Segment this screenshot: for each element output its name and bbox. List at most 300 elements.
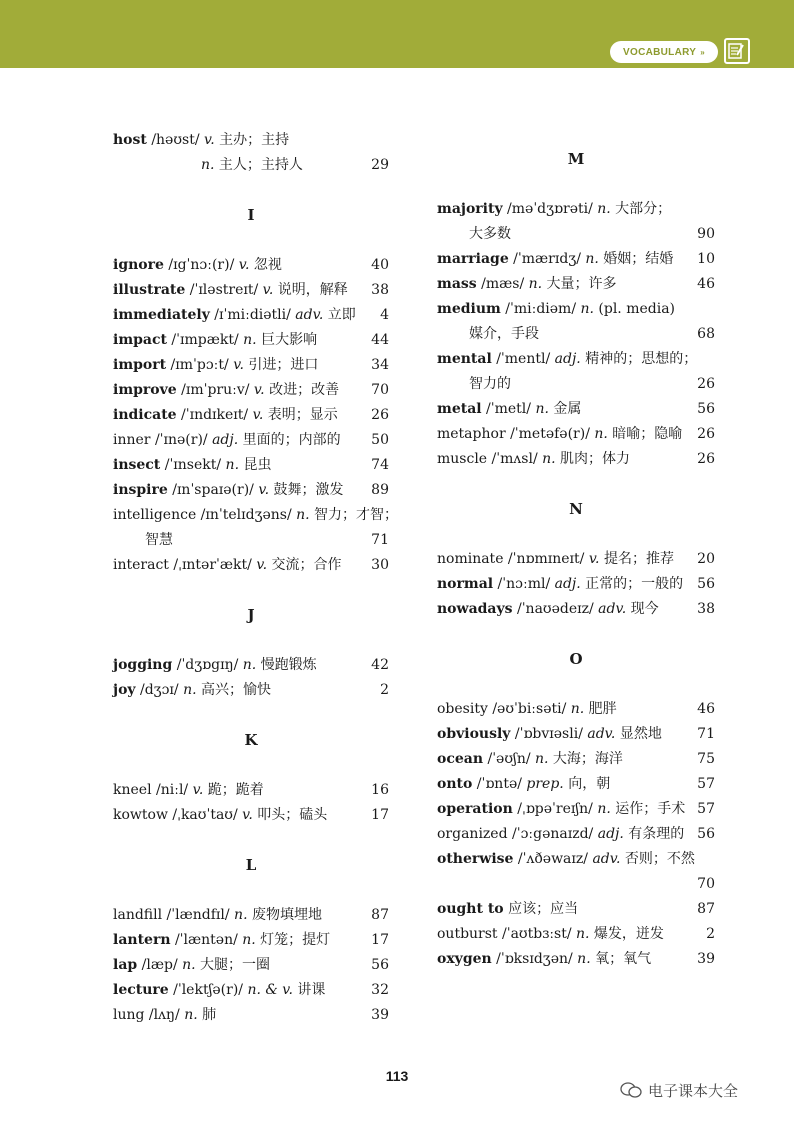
phonetic: /ˌɒpəˈreɪʃn/: [512, 801, 598, 817]
definition: 讲课: [292, 982, 326, 998]
phonetic: /ˈnɒmɪneɪt/: [503, 551, 589, 567]
page-ref: 16: [371, 782, 389, 798]
part-of-speech: n.: [201, 157, 215, 173]
part-of-speech: v.: [204, 132, 215, 148]
vocabulary-label: VOCABULARY: [623, 46, 697, 58]
page-ref: 42: [371, 657, 389, 673]
vocab-entry: [113, 503, 399, 553]
entry-line: [113, 978, 389, 1003]
headword: immediately: [113, 307, 210, 323]
watermark: [620, 1078, 738, 1102]
part-of-speech: n.: [535, 401, 549, 417]
headword: ignore: [113, 257, 164, 273]
phonetic: /həʊst/: [146, 132, 205, 148]
page-ref: 70: [697, 876, 715, 892]
part-of-speech: adj.: [212, 432, 239, 448]
entry-line: [437, 422, 715, 447]
headword: nowadays: [437, 601, 513, 617]
page-ref: 39: [697, 951, 715, 967]
page-ref: 57: [697, 776, 715, 792]
page-ref: 70: [371, 382, 389, 398]
page-ref: 56: [697, 826, 715, 842]
spacer: [437, 522, 715, 547]
headword: medium: [437, 301, 501, 317]
entry-line: [113, 903, 389, 928]
entry-line: [437, 772, 715, 797]
definition: 肌肉；体力: [555, 451, 631, 467]
page-ref: 56: [697, 401, 715, 417]
entry-line: [437, 372, 715, 397]
vocab-entry: [113, 678, 389, 703]
entry-line: [113, 778, 389, 803]
phonetic: /ɪmˈpruːv/: [176, 382, 254, 398]
entry-line: [437, 247, 715, 272]
vocab-entry: [437, 272, 715, 297]
entry-line: [437, 872, 715, 897]
phonetic: /ˈmetl/: [481, 401, 536, 417]
part-of-speech: n.: [182, 957, 196, 973]
page-ref: 39: [371, 1007, 389, 1023]
entry-line: [113, 403, 389, 428]
phonetic: /lʌŋ/: [144, 1007, 185, 1023]
definition: (pl. media): [593, 301, 676, 317]
page-ref: 32: [371, 982, 389, 998]
page-ref: 90: [697, 226, 715, 242]
phonetic: /ˈɒbvɪəsli/: [510, 726, 588, 742]
spacer: [437, 672, 715, 697]
vocab-entry: [113, 253, 389, 278]
part-of-speech: n.: [528, 276, 543, 292]
definition: 里面的；内部的: [238, 432, 341, 448]
entry-line: [113, 253, 389, 278]
vocab-entry: [113, 953, 389, 978]
page-ref: 71: [697, 726, 715, 742]
page-ref: 4: [380, 307, 389, 323]
vocab-entry: [437, 922, 715, 947]
right-column: [437, 147, 715, 972]
phonetic: /ˈmetəfə(r)/: [505, 426, 595, 442]
vocab-entry: [113, 928, 389, 953]
entry-line: [113, 528, 389, 553]
vocab-entry: [113, 803, 389, 828]
headword: illustrate: [113, 282, 186, 298]
part-of-speech: n.: [577, 951, 591, 967]
headword: indicate: [113, 407, 177, 423]
headword: metaphor: [437, 426, 506, 442]
headword: operation: [437, 801, 513, 817]
phonetic: /ˈdʒɒgɪŋ/: [172, 657, 243, 673]
headword: impact: [113, 332, 167, 348]
entry-line: [113, 128, 389, 153]
headword: insect: [113, 457, 161, 473]
vocab-entry: [113, 453, 389, 478]
vocab-entry: [437, 447, 715, 472]
part-of-speech: n.: [243, 332, 257, 348]
phonetic: /ˈlæntən/: [170, 932, 243, 948]
vocabulary-tag: [610, 41, 718, 63]
vocab-entry: [113, 903, 389, 928]
headword: lung: [113, 1007, 145, 1023]
part-of-speech: n.: [585, 251, 599, 267]
phonetic: /ˌɪntərˈækt/: [168, 557, 257, 573]
vocab-entry: [437, 722, 715, 747]
definition: 否则；不然: [620, 851, 695, 867]
vocab-entry: [437, 297, 715, 347]
part-of-speech: adj.: [597, 826, 624, 842]
part-of-speech: n.: [594, 426, 608, 442]
definition: 爆发，迸发: [589, 926, 664, 942]
headword: muscle: [437, 451, 488, 467]
part-of-speech: v.: [192, 782, 204, 798]
phonetic: /ˈɪmpækt/: [166, 332, 244, 348]
spacer: [113, 878, 389, 903]
page-number: 113: [385, 1068, 409, 1084]
phonetic: /ˈɒntə/: [472, 776, 527, 792]
spacer: [437, 622, 715, 647]
definition: 巨大影响: [256, 332, 318, 348]
headword: intelligence: [113, 507, 197, 523]
vocab-entry: [113, 428, 389, 453]
page-ref: 75: [697, 751, 715, 767]
vocab-entry: [437, 947, 715, 972]
part-of-speech: n.: [542, 451, 556, 467]
definition: 媒介，手段: [469, 326, 539, 342]
entry-line: [437, 347, 715, 372]
chevron-right-icon: »: [700, 47, 705, 57]
part-of-speech: v.: [252, 407, 264, 423]
vocab-entry: [437, 897, 715, 922]
entry-line: [437, 272, 715, 297]
definition: 显然地: [615, 726, 662, 742]
page-ref: 56: [371, 957, 389, 973]
phonetic: /læp/: [137, 957, 183, 973]
definition: 跪；跪着: [203, 782, 264, 798]
vocab-entry: [437, 822, 715, 847]
vocab-entry: [437, 547, 715, 572]
headword: mental: [437, 351, 492, 367]
part-of-speech: n.: [580, 301, 594, 317]
page-ref: 17: [371, 932, 389, 948]
phonetic: /ɪˈmiːdiətli/: [209, 307, 296, 323]
spacer: [113, 228, 389, 253]
phonetic: /dʒɔɪ/: [135, 682, 184, 698]
part-of-speech: n.: [225, 457, 240, 473]
part-of-speech: n.: [597, 801, 611, 817]
part-of-speech: v.: [242, 807, 253, 823]
page-ref: 56: [697, 576, 715, 592]
definition: 大腿；一圈: [195, 957, 271, 973]
definition: 昆虫: [239, 457, 272, 473]
headword: metal: [437, 401, 482, 417]
definition: 金属: [548, 401, 582, 417]
vocab-entry: [437, 747, 715, 772]
spacer: [113, 703, 389, 728]
headword: kneel: [113, 782, 152, 798]
phonetic: /ˈɪləstreɪt/: [185, 282, 263, 298]
page-ref: 34: [371, 357, 389, 373]
headword: landfill: [113, 907, 163, 923]
page-ref: 87: [371, 907, 389, 923]
entry-line: [113, 428, 389, 453]
entry-line: [113, 953, 389, 978]
entry-line: [437, 447, 715, 472]
spacer: [437, 472, 715, 497]
definition: 叩头；磕头: [252, 807, 328, 823]
page-ref: 71: [371, 532, 389, 548]
part-of-speech: v.: [256, 557, 268, 573]
headword: inner: [113, 432, 151, 448]
headword: obesity: [437, 701, 488, 717]
entry-line: [437, 547, 715, 572]
entry-line: [437, 797, 715, 822]
part-of-speech: prep.: [526, 776, 564, 792]
vocab-entry: [113, 553, 389, 578]
phonetic: /ˈʌðəwaɪz/: [513, 851, 593, 867]
left-column: [113, 128, 399, 1028]
definition: 智慧: [145, 532, 173, 548]
headword: ocean: [437, 751, 484, 767]
part-of-speech: n.: [597, 201, 611, 217]
entry-line: [113, 553, 389, 578]
definition: 智力的: [469, 376, 511, 392]
phonetic: /ɪnˈspaɪə(r)/: [167, 482, 259, 498]
headword: nominate: [437, 551, 504, 567]
page-ref: 26: [697, 376, 715, 392]
vocab-entry: [437, 597, 715, 622]
headword: onto: [437, 776, 473, 792]
part-of-speech: v.: [233, 357, 244, 373]
definition: 运作；手术: [610, 801, 686, 817]
phonetic: /ɪmˈpɔːt/: [166, 357, 234, 373]
headword: outburst: [437, 926, 498, 942]
definition: 表明；显示: [263, 407, 338, 423]
entry-line: [437, 822, 715, 847]
page-ref: 20: [697, 551, 715, 567]
part-of-speech: n.: [576, 926, 590, 942]
vocab-entry: [437, 347, 715, 397]
definition: 正常的；一般的: [580, 576, 684, 592]
headword: normal: [437, 576, 494, 592]
entry-line: [437, 572, 715, 597]
part-of-speech: v.: [253, 382, 265, 398]
entry-line: [113, 328, 389, 353]
spacer: [113, 578, 389, 603]
part-of-speech: v.: [588, 551, 600, 567]
vocab-entry: [113, 353, 389, 378]
vocab-entry: [113, 653, 389, 678]
headword: mass: [437, 276, 477, 292]
phonetic: /əʊˈbiːsəti/: [487, 701, 571, 717]
page-ref: 89: [371, 482, 389, 498]
definition: 暗喻；隐喻: [607, 426, 683, 442]
phonetic: /məˈdʒɒrəti/: [502, 201, 598, 217]
entry-line: [437, 847, 715, 872]
entry-line: [113, 478, 389, 503]
definition: 大海；海洋: [548, 751, 623, 767]
definition: 立即: [323, 307, 356, 323]
entry-line: [437, 597, 715, 622]
part-of-speech: v.: [262, 282, 274, 298]
part-of-speech: adv.: [592, 851, 621, 867]
entry-line: [437, 947, 715, 972]
definition: 慢跑锻炼: [256, 657, 317, 673]
vocab-entry: [113, 1003, 389, 1028]
headword: inspire: [113, 482, 168, 498]
headword: interact: [113, 557, 169, 573]
definition: 智力；才智；: [309, 507, 399, 523]
phonetic: /ˈɔːgənaɪzd/: [507, 826, 598, 842]
entry-line: [113, 803, 389, 828]
definition: 鼓舞；激发: [269, 482, 344, 498]
definition: 应该；应当: [508, 901, 579, 917]
definition: 氧；氧气: [590, 951, 652, 967]
vocab-entry: [113, 378, 389, 403]
definition: 改进；改善: [264, 382, 340, 398]
phonetic: /ˌkaʊˈtaʊ/: [167, 807, 243, 823]
definition: 精神的；思想的；: [580, 351, 698, 367]
vocab-entry: [113, 978, 389, 1003]
vocab-entry: [437, 572, 715, 597]
vocab-entry: [113, 128, 389, 178]
definition: 大多数: [469, 226, 511, 242]
vocab-entry: [113, 328, 389, 353]
spacer: [113, 753, 389, 778]
phonetic: /ˈɒksɪdʒən/: [491, 951, 578, 967]
definition: 说明，解释: [273, 282, 348, 298]
phonetic: /ˈlændfɪl/: [162, 907, 235, 923]
page-ref: 87: [697, 901, 715, 917]
page-ref: 17: [371, 807, 389, 823]
part-of-speech: v.: [238, 257, 250, 273]
phonetic: /ˈmiːdiəm/: [500, 301, 581, 317]
entry-line: [437, 322, 715, 347]
page-ref: 68: [697, 326, 715, 342]
vocab-entry: [113, 278, 389, 303]
vocab-entry: [437, 797, 715, 822]
part-of-speech: n.: [570, 701, 585, 717]
page-ref: 46: [697, 701, 715, 717]
page-ref: 38: [371, 282, 389, 298]
headword: lantern: [113, 932, 171, 948]
part-of-speech: n.: [242, 657, 257, 673]
entry-line: [113, 378, 389, 403]
definition: 有条理的: [623, 826, 685, 842]
definition: 引进；进口: [243, 357, 319, 373]
headword: lap: [113, 957, 138, 973]
spacer: [113, 628, 389, 653]
page-ref: 57: [697, 801, 715, 817]
page-ref: 29: [371, 157, 389, 173]
page-ref: 26: [697, 451, 715, 467]
vocab-entry: [437, 397, 715, 422]
part-of-speech: n.: [242, 932, 256, 948]
vocab-entry: [113, 403, 389, 428]
part-of-speech: v.: [258, 482, 270, 498]
definition: 高兴；愉快: [196, 682, 271, 698]
definition: 提名；推荐: [599, 551, 674, 567]
definition: 现今: [626, 601, 659, 617]
vocab-entry: [113, 778, 389, 803]
page-ref: 38: [697, 601, 715, 617]
phonetic: /ɪnˈtelɪdʒəns/: [196, 507, 297, 523]
notebook-icon: [724, 38, 750, 64]
part-of-speech: adv.: [295, 307, 324, 323]
entry-line: [437, 297, 715, 322]
part-of-speech: n.: [234, 907, 248, 923]
section-letter: J: [247, 606, 255, 624]
definition: 大部分；: [610, 201, 672, 217]
definition: 废物填埋地: [247, 907, 322, 923]
phonetic: /ˈaʊtbɜːst/: [497, 926, 577, 942]
spacer: [113, 178, 389, 203]
entry-line: [113, 678, 389, 703]
part-of-speech: n.: [183, 682, 197, 698]
headword: oxygen: [437, 951, 492, 967]
entry-line: [113, 303, 389, 328]
phonetic: /ˈmærɪdʒ/: [508, 251, 586, 267]
page-ref: 2: [706, 926, 715, 942]
phonetic: /ˈɪnsekt/: [160, 457, 226, 473]
page-ref: 2: [380, 682, 389, 698]
entry-line: [437, 747, 715, 772]
headword: host: [113, 132, 147, 148]
part-of-speech: adv.: [598, 601, 627, 617]
part-of-speech: adj.: [554, 576, 581, 592]
entry-line: [113, 153, 389, 178]
spacer: [437, 172, 715, 197]
entry-line: [437, 222, 715, 247]
headword: otherwise: [437, 851, 514, 867]
phonetic: /mæs/: [476, 276, 529, 292]
page-ref: 26: [697, 426, 715, 442]
headword: kowtow: [113, 807, 168, 823]
section-letter: L: [245, 856, 257, 874]
entry-line: [113, 653, 389, 678]
part-of-speech: n.: [535, 751, 549, 767]
vocab-entry: [437, 847, 715, 897]
entry-line: [113, 928, 389, 953]
phonetic: /ˈɪnə(r)/: [150, 432, 213, 448]
headword: joy: [113, 682, 136, 698]
entry-line: [437, 197, 715, 222]
definition: 婚姻；结婚: [598, 251, 674, 267]
entry-line: [437, 897, 715, 922]
vocab-entry: [437, 697, 715, 722]
phonetic: /ˈɪndɪkeɪt/: [176, 407, 253, 423]
page-ref: 44: [371, 332, 389, 348]
entry-line: [437, 697, 715, 722]
vocab-entry: [113, 303, 389, 328]
part-of-speech: adj.: [554, 351, 581, 367]
part-of-speech: n.: [296, 507, 310, 523]
entry-line: [437, 922, 715, 947]
entry-line: [437, 722, 715, 747]
definition: 主办；主持: [214, 132, 290, 148]
headword: jogging: [113, 657, 173, 673]
headword: obviously: [437, 726, 511, 742]
entry-line: [113, 1003, 389, 1028]
part-of-speech: adv.: [587, 726, 616, 742]
definition: 灯笼；提灯: [255, 932, 331, 948]
headword: organized: [437, 826, 508, 842]
headword: marriage: [437, 251, 509, 267]
page-ref: 50: [371, 432, 389, 448]
part-of-speech: n. & v.: [247, 982, 293, 998]
vocab-entry: [437, 422, 715, 447]
headword: majority: [437, 201, 503, 217]
part-of-speech: n.: [184, 1007, 198, 1023]
entry-line: [113, 278, 389, 303]
